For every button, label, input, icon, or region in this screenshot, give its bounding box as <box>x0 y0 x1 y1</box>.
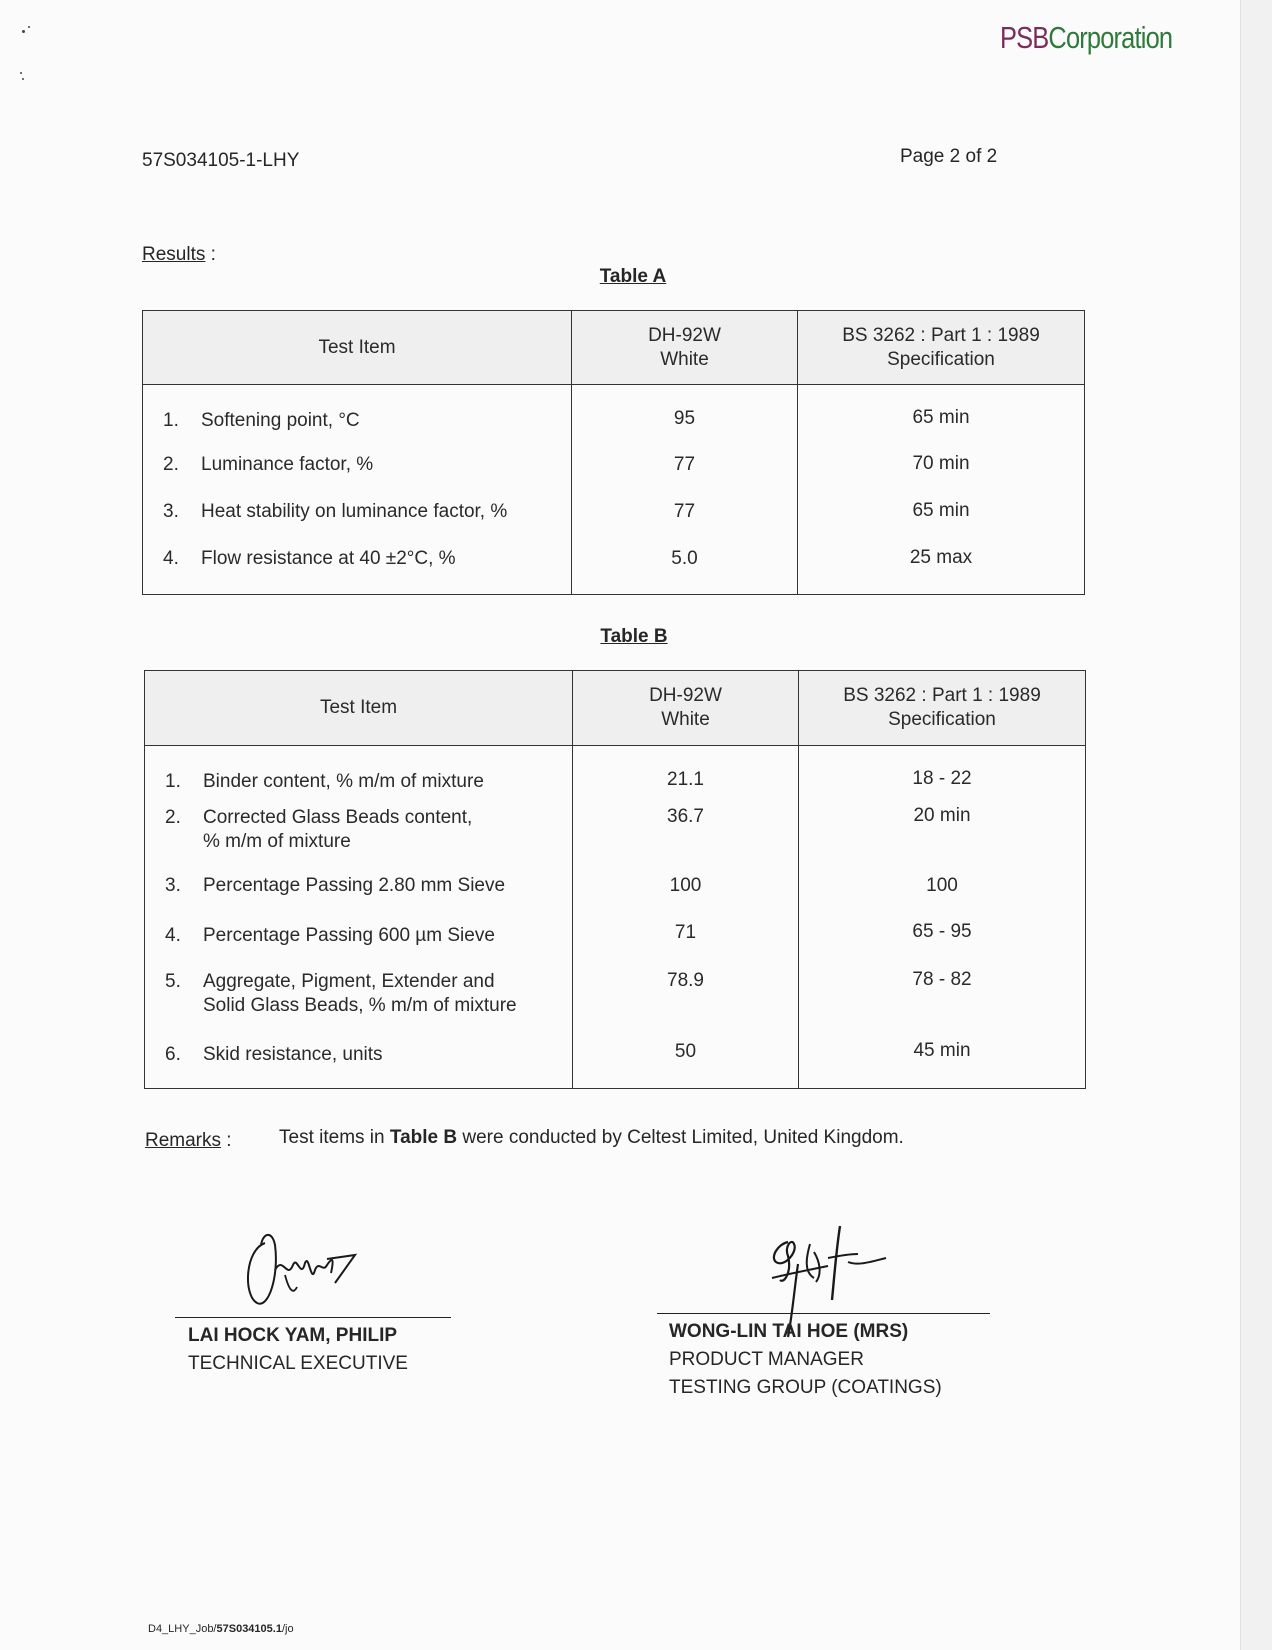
signature-line <box>657 1313 990 1314</box>
remarks-colon: : <box>226 1130 232 1151</box>
result-value: 71 <box>573 912 799 959</box>
table-a-header-test-item: Test Item <box>143 311 572 385</box>
result-value: 100 <box>573 865 799 912</box>
logo-prefix: PSB <box>1000 20 1049 55</box>
spec-value: 18 - 22 <box>799 746 1086 795</box>
table-row: 4. Percentage Passing 600 µm Sieve 71 65 - 95 <box>145 912 1086 959</box>
table-row: 1. Binder content, % m/m of mixture 21.1 18 - 22 <box>145 746 1086 795</box>
spec-value: 25 max <box>798 535 1085 595</box>
table-row: 6. Skid resistance, units 50 45 min <box>145 1030 1086 1088</box>
table-b-header-test-item: Test Item <box>145 671 573 746</box>
scan-speck <box>22 30 25 33</box>
spec-value: 70 min <box>798 441 1085 488</box>
signatory-department: TESTING GROUP (COATINGS) <box>669 1377 942 1398</box>
spec-value: 20 min <box>799 794 1086 865</box>
spec-value: 78 - 82 <box>799 959 1086 1030</box>
report-reference: 57S034105-1-LHY <box>142 150 300 171</box>
result-value: 50 <box>573 1030 799 1088</box>
result-value: 21.1 <box>573 746 799 795</box>
spec-value: 45 min <box>799 1030 1086 1088</box>
signatory-name: WONG-LIN TAI HOE (MRS) <box>669 1321 909 1342</box>
scan-speck <box>20 72 22 74</box>
signature-line <box>175 1317 451 1318</box>
signatory-title: TECHNICAL EXECUTIVE <box>188 1353 408 1374</box>
page-number: Page 2 of 2 <box>900 146 998 167</box>
signatory-title: PRODUCT MANAGER <box>669 1349 864 1370</box>
result-value: 77 <box>572 441 798 488</box>
spec-value: 100 <box>799 865 1086 912</box>
table-row: 5. Aggregate, Pigment, Extender and Solid Glass Beads, % m/m of mixture 78.9 78 - 82 <box>145 959 1086 1030</box>
table-row: 1. Softening point, °C 95 65 min <box>143 385 1085 441</box>
signature-left <box>235 1225 365 1315</box>
result-value: 78.9 <box>573 959 799 1030</box>
table-row: 3. Percentage Passing 2.80 mm Sieve 100 100 <box>145 865 1086 912</box>
test-item: Percentage Passing 600 µm Sieve <box>203 925 495 946</box>
result-value: 5.0 <box>572 535 798 595</box>
table-a <box>142 310 1085 595</box>
logo-suffix: Corporation <box>1048 20 1173 55</box>
results-label: Results <box>142 244 206 265</box>
table-a-header-spec: BS 3262 : Part 1 : 1989 Specification <box>798 311 1085 385</box>
spec-value: 65 min <box>798 488 1085 535</box>
test-item: Skid resistance, units <box>203 1044 383 1065</box>
test-item: Softening point, °C <box>201 410 360 431</box>
table-row: 2. Corrected Glass Beads content, % m/m of mixture 36.7 20 min <box>145 794 1086 865</box>
scan-speck <box>22 78 24 80</box>
signatory-name: LAI HOCK YAM, PHILIP <box>188 1325 398 1346</box>
table-b-header-row <box>145 671 1086 746</box>
test-item: Luminance factor, % <box>201 453 374 475</box>
result-value: 77 <box>572 488 798 535</box>
test-item: Heat stability on luminance factor, % <box>201 500 508 522</box>
table-a-title: Table A <box>599 266 667 287</box>
result-value: 95 <box>572 385 798 441</box>
table-b-header-sample: DH-92W White <box>573 671 799 746</box>
footer-reference: D4_LHY_Job/57S034105.1/jo <box>148 1623 294 1635</box>
test-item: Corrected Glass Beads content, % m/m of mixture <box>203 807 473 852</box>
test-item: Percentage Passing 2.80 mm Sieve <box>203 875 506 896</box>
results-colon: : <box>210 244 216 265</box>
result-value: 36.7 <box>573 794 799 865</box>
table-b-title: Table B <box>600 626 668 647</box>
remarks-heading <box>145 1130 232 1152</box>
table-row: 3. Heat stability on luminance factor, % 77 65 min <box>143 488 1085 535</box>
results-heading <box>142 244 216 266</box>
table-b <box>144 670 1086 1089</box>
test-item: Flow resistance at 40 ±2°C, % <box>201 547 456 569</box>
table-a-header-sample: DH-92W White <box>572 311 798 385</box>
remarks-text: Test items in Table B were conducted by Celtest Limited, United Kingdom. <box>279 1127 904 1148</box>
remarks-label: Remarks <box>145 1130 222 1151</box>
company-logo <box>1000 20 1172 56</box>
table-row: 2. Luminance factor, % 77 70 min <box>143 441 1085 488</box>
spec-value: 65 min <box>798 385 1085 441</box>
table-row: 4. Flow resistance at 40 ±2°C, % 5.0 25 max <box>143 535 1085 595</box>
spec-value: 65 - 95 <box>799 912 1086 959</box>
page-edge <box>1240 0 1272 1650</box>
scan-speck <box>28 26 30 28</box>
test-item: Binder content, % m/m of mixture <box>203 771 484 792</box>
table-b-header-spec: BS 3262 : Part 1 : 1989 Specification <box>799 671 1086 746</box>
table-a-header-row <box>143 311 1085 385</box>
test-item: Aggregate, Pigment, Extender and Solid Glass Beads, % m/m of mixture <box>203 971 517 1016</box>
